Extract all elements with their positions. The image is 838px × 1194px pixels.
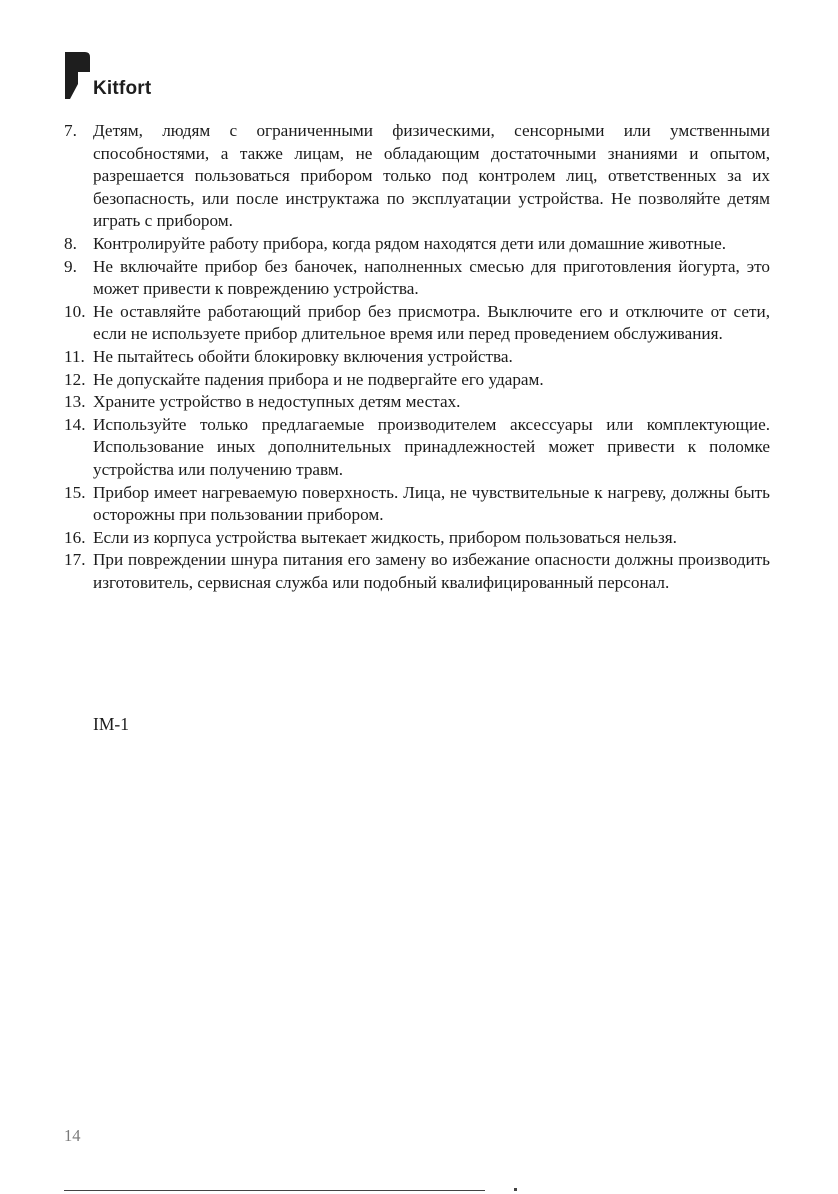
list-item: [64, 549, 770, 594]
item-text: Не оставляйте работающий прибор без присмотра. Выключите его и отключите от сети, если не используете прибор длительное время или перед проведением обслуживания.: [93, 301, 770, 344]
list-item: [64, 482, 770, 527]
item-text: Используйте только предлагаемые производителем аксессуары или комплектующие. Использование иных дополнительных принадлежностей может привести к поломке устройства или получению травм.: [93, 414, 770, 479]
list-item: [64, 120, 770, 233]
list-item: [64, 256, 770, 301]
item-text: Не допускайте падения прибора и не подвергайте его ударам.: [93, 369, 544, 389]
list-item: [64, 391, 770, 414]
safety-instructions: [64, 120, 770, 594]
item-text: Не пытайтесь обойти блокировку включения устройства.: [93, 346, 513, 366]
model-code: IM-1: [93, 714, 129, 734]
brand-logo: [64, 50, 174, 102]
brand-name: Kitfort: [93, 78, 152, 99]
safety-list: [64, 120, 770, 594]
item-number: 12.: [64, 369, 86, 389]
item-number: 11.: [64, 346, 85, 366]
item-number: 17.: [64, 550, 86, 570]
list-item: [64, 346, 770, 369]
item-number: 15.: [64, 482, 86, 502]
footer-divider: [64, 1190, 485, 1191]
kitfort-logo-icon: [64, 50, 92, 100]
item-number: 16.: [64, 527, 86, 547]
item-text: Если из корпуса устройства вытекает жидкость, прибором пользоваться нельзя.: [93, 527, 677, 547]
item-text: Контролируйте работу прибора, когда рядом находятся дети или домашние животные.: [93, 233, 727, 253]
item-number: 8.: [64, 233, 77, 253]
list-item: [64, 414, 770, 482]
item-number: 14.: [64, 414, 86, 434]
list-item: [64, 301, 770, 346]
item-text: Не включайте прибор без баночек, наполненных смесью для приготовления йогурта, это может привести к повреждению устройства.: [93, 256, 770, 299]
item-number: 13.: [64, 392, 86, 412]
item-text: Детям, людям с ограниченными физическими, сенсорными или умственными способностями, а также лицам, не обладающим достаточными знаниями и опытом, разрешается пользоваться прибором только под контролем лиц, ответственных за их безопасность, или после инструктажа по эксплуатации устройства. Не позволяйте детям играть с прибором.: [93, 121, 770, 231]
list-item: [64, 527, 770, 550]
item-text: Храните устройство в недоступных детям местах.: [93, 392, 461, 412]
item-number: 9.: [64, 256, 77, 276]
footer-mark: [514, 1188, 517, 1191]
item-number: 7.: [64, 121, 77, 140]
item-number: 10.: [64, 301, 86, 321]
page-number: 14: [64, 1126, 81, 1145]
item-text: Прибор имеет нагреваемую поверхность. Лица, не чувствительные к нагреву, должны быть осторожны при пользовании прибором.: [93, 482, 770, 525]
list-item: [64, 233, 770, 256]
list-item: [64, 369, 770, 392]
item-text: При повреждении шнура питания его замену во избежание опасности должны производить изготовитель, сервисная служба или подобный квалифицированный персонал.: [93, 550, 770, 592]
